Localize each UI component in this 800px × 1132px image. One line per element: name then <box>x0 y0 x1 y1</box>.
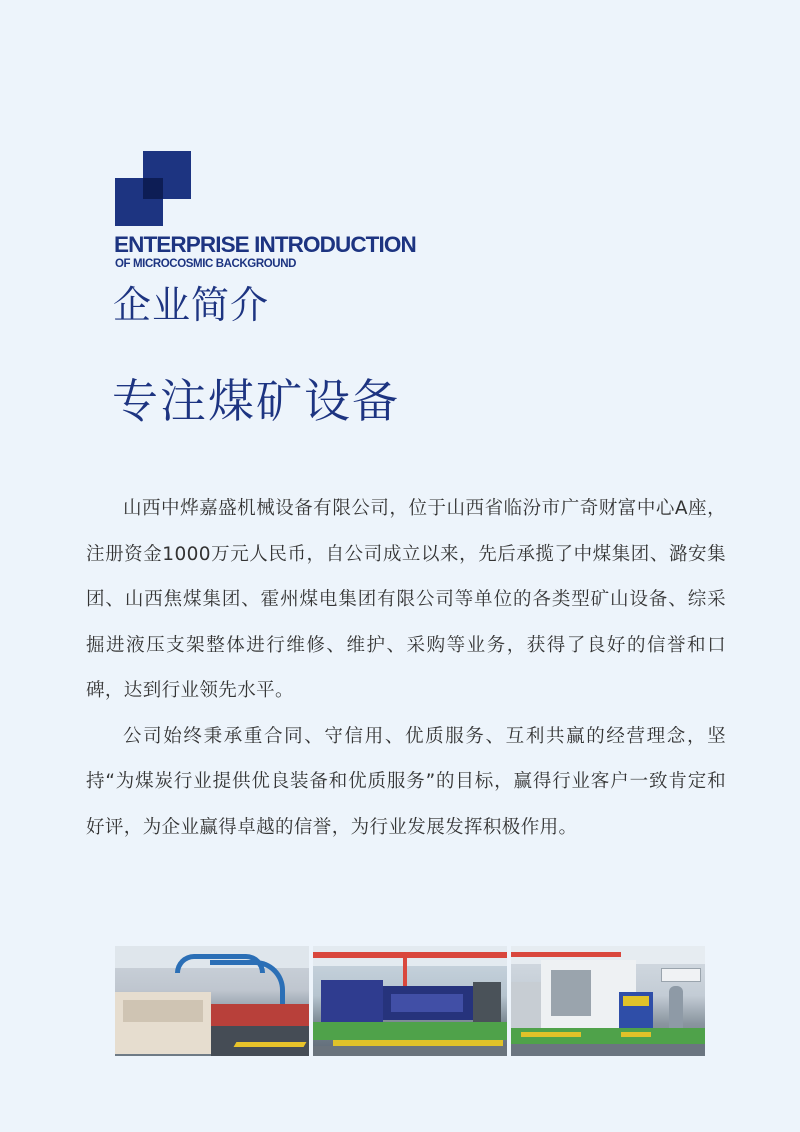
intro-text <box>86 486 726 850</box>
workshop-photo-1 <box>115 946 309 1056</box>
workshop-photo-3 <box>511 946 705 1056</box>
chinese-title: 企业简介 <box>113 283 270 327</box>
photo-strip <box>115 946 705 1056</box>
logo-square-overlap <box>143 178 163 199</box>
logo-squares <box>115 151 195 231</box>
intro-paragraph-2: 公司始终秉承重合同、守信用、优质服务、互利共赢的经营理念，坚持“为煤炭行业提供优良装备和优质服务”的目标，赢得行业客户一致肯定和好评，为企业赢得卓越的信誉，为行业发展发挥积极作用。 <box>86 725 726 838</box>
english-subtitle: OF MICROCOSMIC BACKGROUND <box>115 258 297 270</box>
english-title: ENTERPRISE INTRODUCTION <box>114 232 416 257</box>
workshop-photo-2 <box>313 946 507 1056</box>
slogan: 专注煤矿设备 <box>112 374 400 428</box>
intro-paragraph-1: 山西中烨嘉盛机械设备有限公司，位于山西省临汾市广奇财富中心A座，注册资金1000万元人民币，自公司成立以来，先后承揽了中煤集团、潞安集团、山西焦煤集团、霍州煤电集团有限公司等单位的各类型矿山设备、综采掘进液压支架整体进行维修、维护、采购等业务，获得了良好的信誉和口碑，达到行业领先水平。 <box>86 498 726 701</box>
